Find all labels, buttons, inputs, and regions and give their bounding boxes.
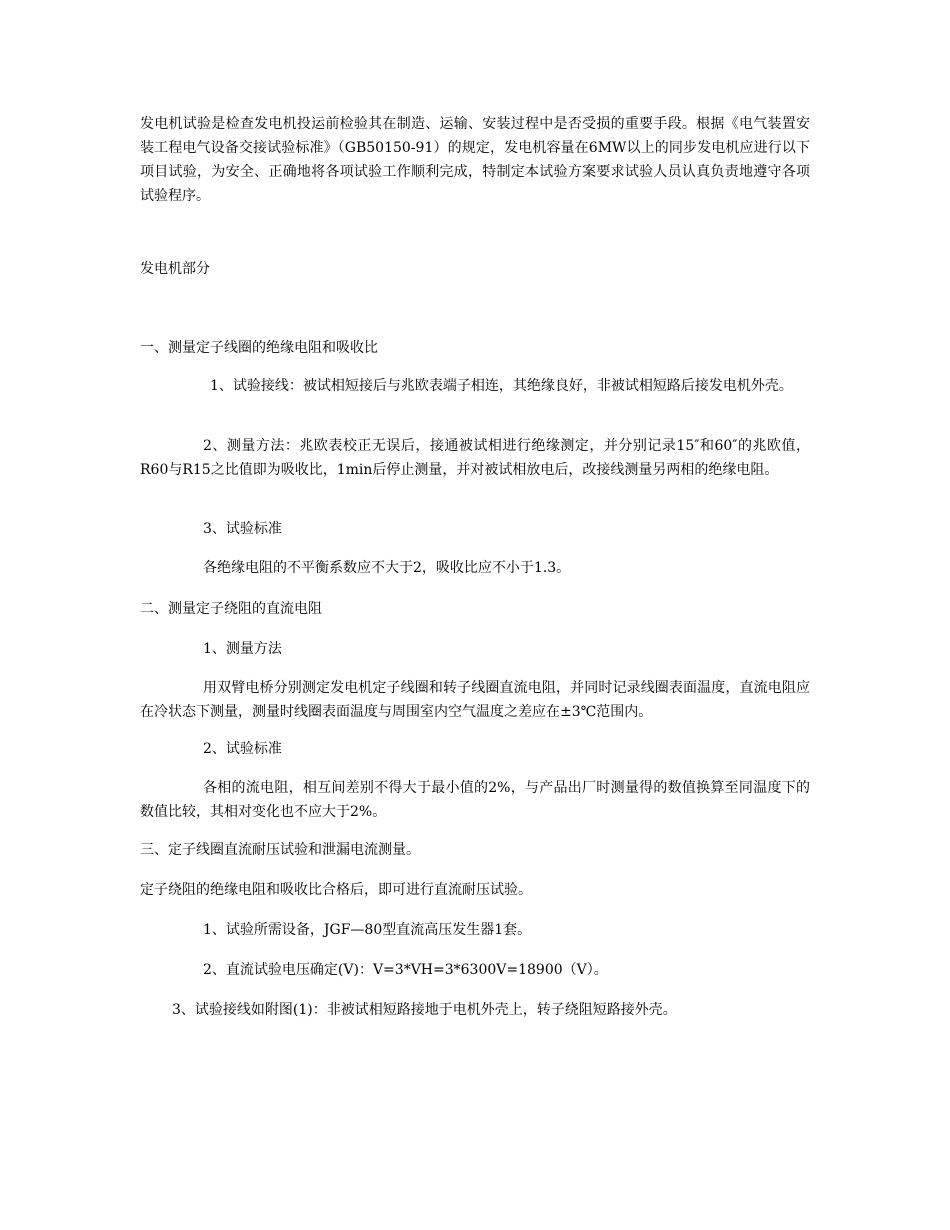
- s2-method-paragraph: 用双臂电桥分别测定发电机定子线圈和转子线圈直流电阻，并同时记录线圈表面温度，直流电阻应在冷状态下测量，测量时线圈表面温度与周围室内空气温度之差应在±3℃范围内。: [140, 680, 810, 720]
- section-1-heading: 一、测量定子线圈的绝缘电阻和吸收比: [140, 340, 378, 356]
- s3-voltage: 2、直流试验电压确定(V)：V=3*VH=3*6300V=18900（V）。: [203, 962, 608, 978]
- s3-equipment: 1、试验所需设备，JGF—80型直流高压发生器1套。: [203, 922, 532, 938]
- part-title: 发电机部分: [140, 261, 210, 277]
- s2-method-label: 1、测量方法: [203, 641, 282, 657]
- s1-standard-text: 各绝缘电阻的不平衡系数应不大于2，吸收比应不小于1.3。: [203, 560, 571, 576]
- s1-standard-label: 3、试验标准: [203, 521, 282, 537]
- s1-wiring-paragraph: 1、试验接线：被试相短接后与兆欧表端子相连，其绝缘良好，非被试相短路后接发电机外壳。: [210, 378, 793, 394]
- s2-standard-paragraph: 各相的流电阻，相互间差别不得大于最小值的2%，与产品出厂时测量得的数值换算至同温度下的数值比较，其相对变化也不应大于2%。: [140, 780, 810, 820]
- s3-wiring: 3、试验接线如附图(1)：非被试相短路接地于电机外壳上，转子绕阻短路接外壳。: [172, 1002, 677, 1018]
- s1-method-paragraph: 2、测量方法：兆欧表校正无误后，接通被试相进行绝缘测定，并分别记录15″和60″的兆欧值，R60与R15之比值即为吸收比，1min后停止测量，并对被试相放电后，改接线测量另两相的绝缘电阻。: [140, 438, 810, 478]
- intro-paragraph: 发电机试验是检查发电机投运前检验其在制造、运输、安装过程中是否受损的重要手段。根据《电气装置安装工程电气设备交接试验标准》（GB50150-91）的规定，发电机容量在6MW以上的同步发电机应进行以下项目试验，为安全、正确地将各项试验工作顺利完成，特制定本试验方案要求试验人员认真负责地遵守各项试验程序。: [140, 116, 810, 204]
- s2-standard-label: 2、试验标准: [203, 741, 282, 757]
- section-3-heading: 三、定子线圈直流耐压试验和泄漏电流测量。: [140, 842, 420, 858]
- s3-precondition: 定子绕阻的绝缘电阻和吸收比合格后，即可进行直流耐压试验。: [140, 882, 532, 898]
- section-2-heading: 二、测量定子绕阻的直流电阻: [140, 601, 322, 617]
